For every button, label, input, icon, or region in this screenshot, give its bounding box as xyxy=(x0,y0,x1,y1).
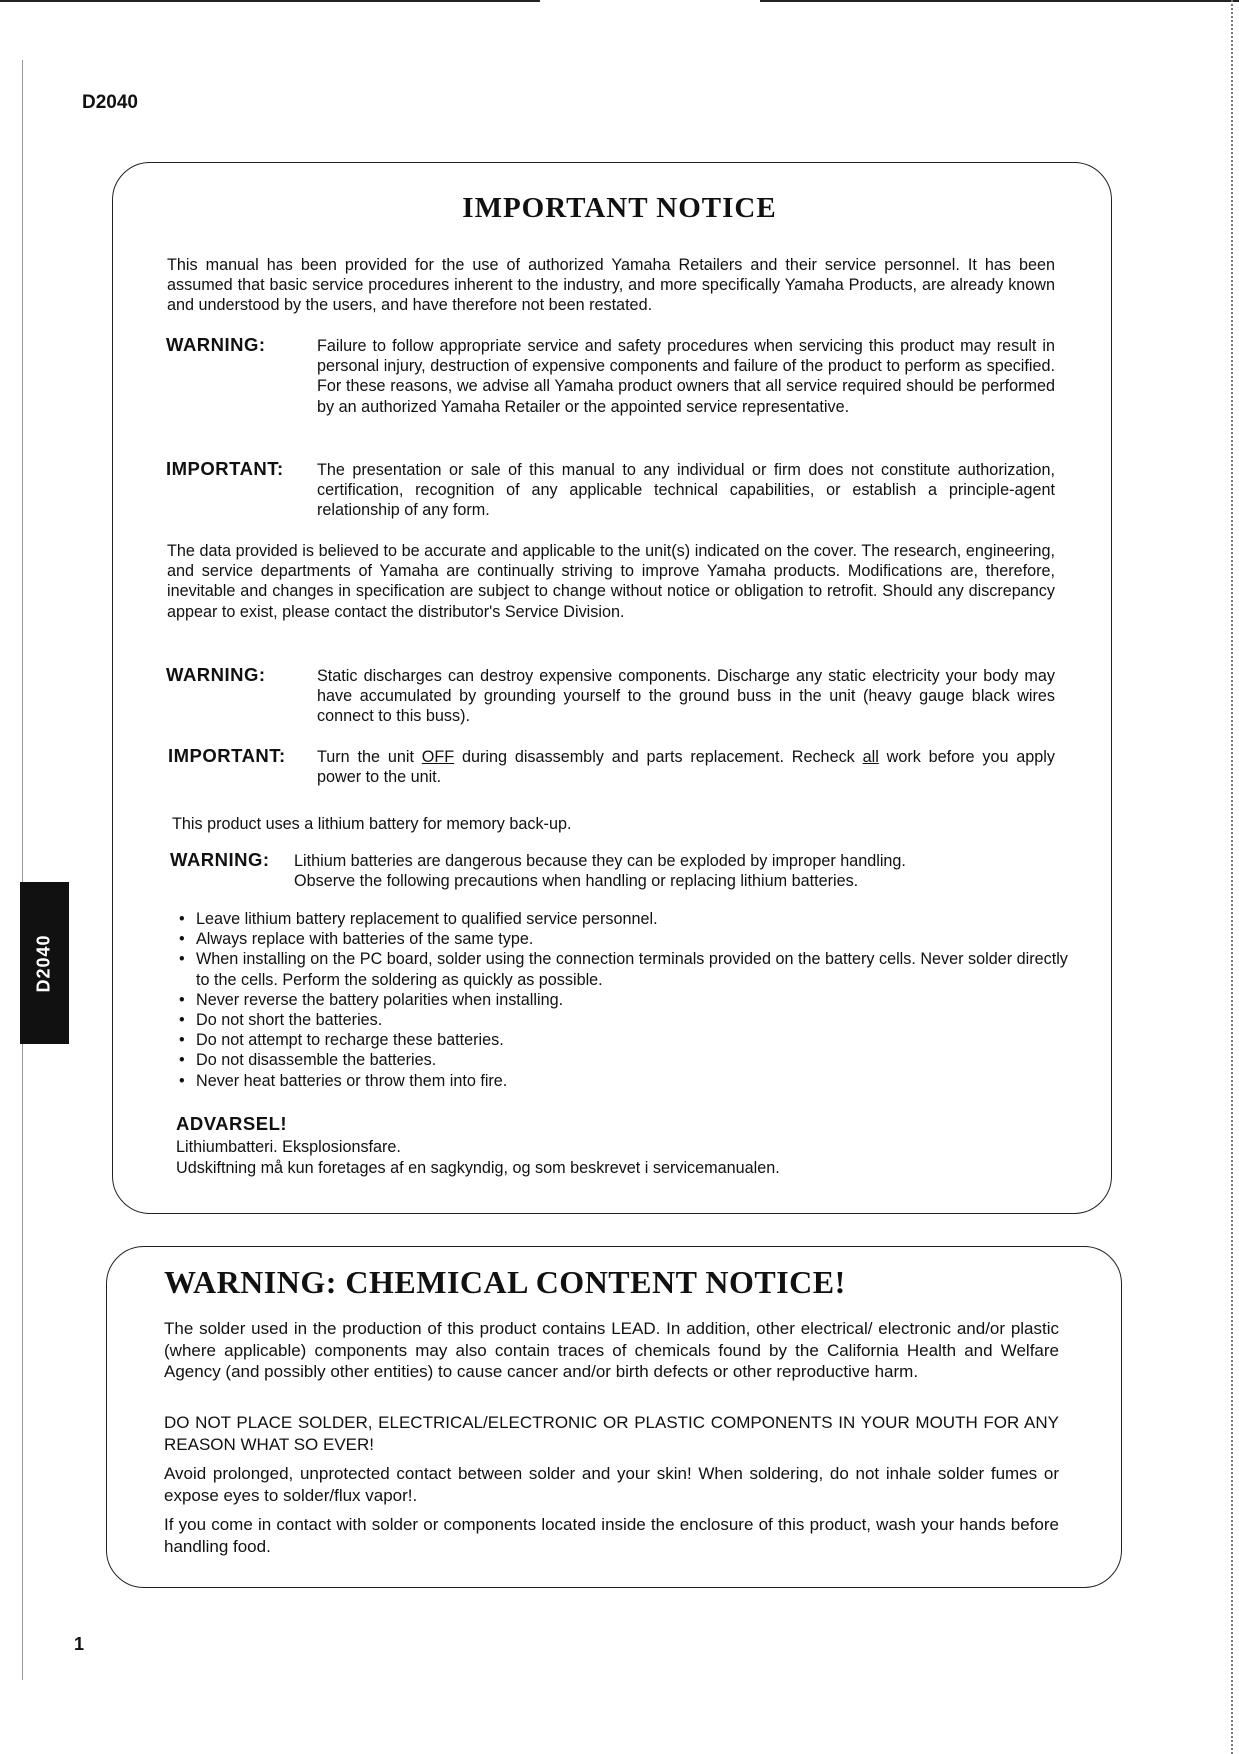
margin-line xyxy=(22,60,23,1680)
advarsel-line1: Lithiumbatteri. Eksplosionsfare. xyxy=(176,1138,401,1156)
notice-title: IMPORTANT NOTICE xyxy=(462,192,777,224)
list-item: • Always replace with batteries of the same type. xyxy=(176,929,1076,949)
lithium-warning-line1: Lithium batteries are dangerous because they can be exploded by improper handling. xyxy=(294,852,906,870)
important-text: The presentation or sale of this manual to any individual or firm does not constitute authorization, certification, recognition of any applicable technical capabilities, or establish a principle-agent relationship of any form. xyxy=(317,461,1055,520)
list-item: • When installing on the PC board, solder using the connection terminals provided on the battery cells. Never solder directly to the cells. Perform the soldering as quickly as possible. xyxy=(176,949,1076,989)
battery-precautions-list xyxy=(176,909,1076,1091)
off-emphasis: OFF xyxy=(421,748,455,766)
top-rule-right xyxy=(760,0,1239,2)
model-label: D2040 xyxy=(82,92,138,113)
list-item: • Leave lithium battery replacement to qualified service personnel. xyxy=(176,909,1076,929)
side-tab xyxy=(20,882,69,1044)
page-edge xyxy=(1229,0,1233,1754)
list-item: • Never heat batteries or throw them into fire. xyxy=(176,1071,1076,1091)
chemical-paragraph-1: The solder used in the production of this product contains LEAD. In addition, other electrical/ electronic and/or plastic (where applicable) components may also contain traces of chemicals found by the California Health and Welfare Agency (and possibly other entities) to cause cancer and/or birth defects or other reproductive harm. xyxy=(164,1319,1059,1381)
chemical-paragraph-2: DO NOT PLACE SOLDER, ELECTRICAL/ELECTRONIC OR PLASTIC COMPONENTS IN YOUR MOUTH FOR ANY REASON WHAT SO EVER! xyxy=(164,1413,1059,1454)
all-emphasis: all xyxy=(862,748,879,766)
important-text-2 xyxy=(317,747,1055,787)
chemical-paragraph-4: If you come in contact with solder or components located inside the enclosure of this product, wash your hands before handling food. xyxy=(164,1515,1059,1556)
static-warning-text: Static discharges can destroy expensive components. Discharge any static electricity your body may have accumulated by grounding yourself to the ground buss in the unit (heavy gauge black wires connect to this buss). xyxy=(317,667,1055,726)
important-text-2-post: work before you apply power to the unit. xyxy=(317,748,1055,787)
chemical-notice-title: WARNING: CHEMICAL CONTENT NOTICE! xyxy=(164,1264,846,1300)
intro-paragraph: This manual has been provided for the use of authorized Yamaha Retailers and their service personnel. It has been assumed that basic service procedures inherent to the industry, and more specifically Yamaha Products, are already known and understood by the users, and have therefore not been restated. xyxy=(167,256,1055,315)
important-label: IMPORTANT: xyxy=(166,458,284,479)
warning-text: Failure to follow appropriate service and safety procedures when servicing this product may result in personal injury, destruction of expensive components and failure of the product to perform as specified. For these reasons, we advise all Yamaha product owners that all service required should be performed by an authorized Yamaha Retailer or the appointed service representative. xyxy=(317,337,1055,416)
lithium-warning-label: WARNING: xyxy=(170,849,270,870)
warning-label: WARNING: xyxy=(166,334,266,355)
top-rule-left xyxy=(0,0,540,2)
lithium-warning-line2: Observe the following precautions when handling or replacing lithium batteries. xyxy=(294,872,859,890)
important-label-2: IMPORTANT: xyxy=(168,745,286,766)
chemical-paragraph-3: Avoid prolonged, unprotected contact between solder and your skin! When soldering, do not inhale solder fumes or expose eyes to solder/flux vapor!. xyxy=(164,1464,1059,1505)
static-warning-label: WARNING: xyxy=(166,664,266,685)
lithium-intro: This product uses a lithium battery for memory back-up. xyxy=(172,815,572,833)
important-text-2-pre: Turn the unit xyxy=(317,748,422,766)
data-paragraph: The data provided is believed to be accurate and applicable to the unit(s) indicated on the cover. The research, engineering, and service departments of Yamaha are continually striving to improve Yamaha products. Modifications are, therefore, inevitable and changes in specification are subject to change without notice or obligation to retrofit. Should any discrepancy appear to exist, please contact the distributor's Service Division. xyxy=(167,542,1055,621)
page-number: 1 xyxy=(74,1634,85,1654)
side-tab-label: D2040 xyxy=(34,933,55,993)
list-item: • Never reverse the battery polarities when installing. xyxy=(176,990,1076,1010)
list-item: • Do not disassemble the batteries. xyxy=(176,1050,1076,1070)
advarsel-label: ADVARSEL! xyxy=(176,1113,288,1134)
list-item: • Do not attempt to recharge these batteries. xyxy=(176,1030,1076,1050)
advarsel-line2: Udskiftning må kun foretages af en sagkyndig, og som beskrevet i servicemanualen. xyxy=(176,1159,780,1177)
list-item: • Do not short the batteries. xyxy=(176,1010,1076,1030)
important-text-2-mid: during disassembly and parts replacement. Recheck xyxy=(454,748,863,766)
